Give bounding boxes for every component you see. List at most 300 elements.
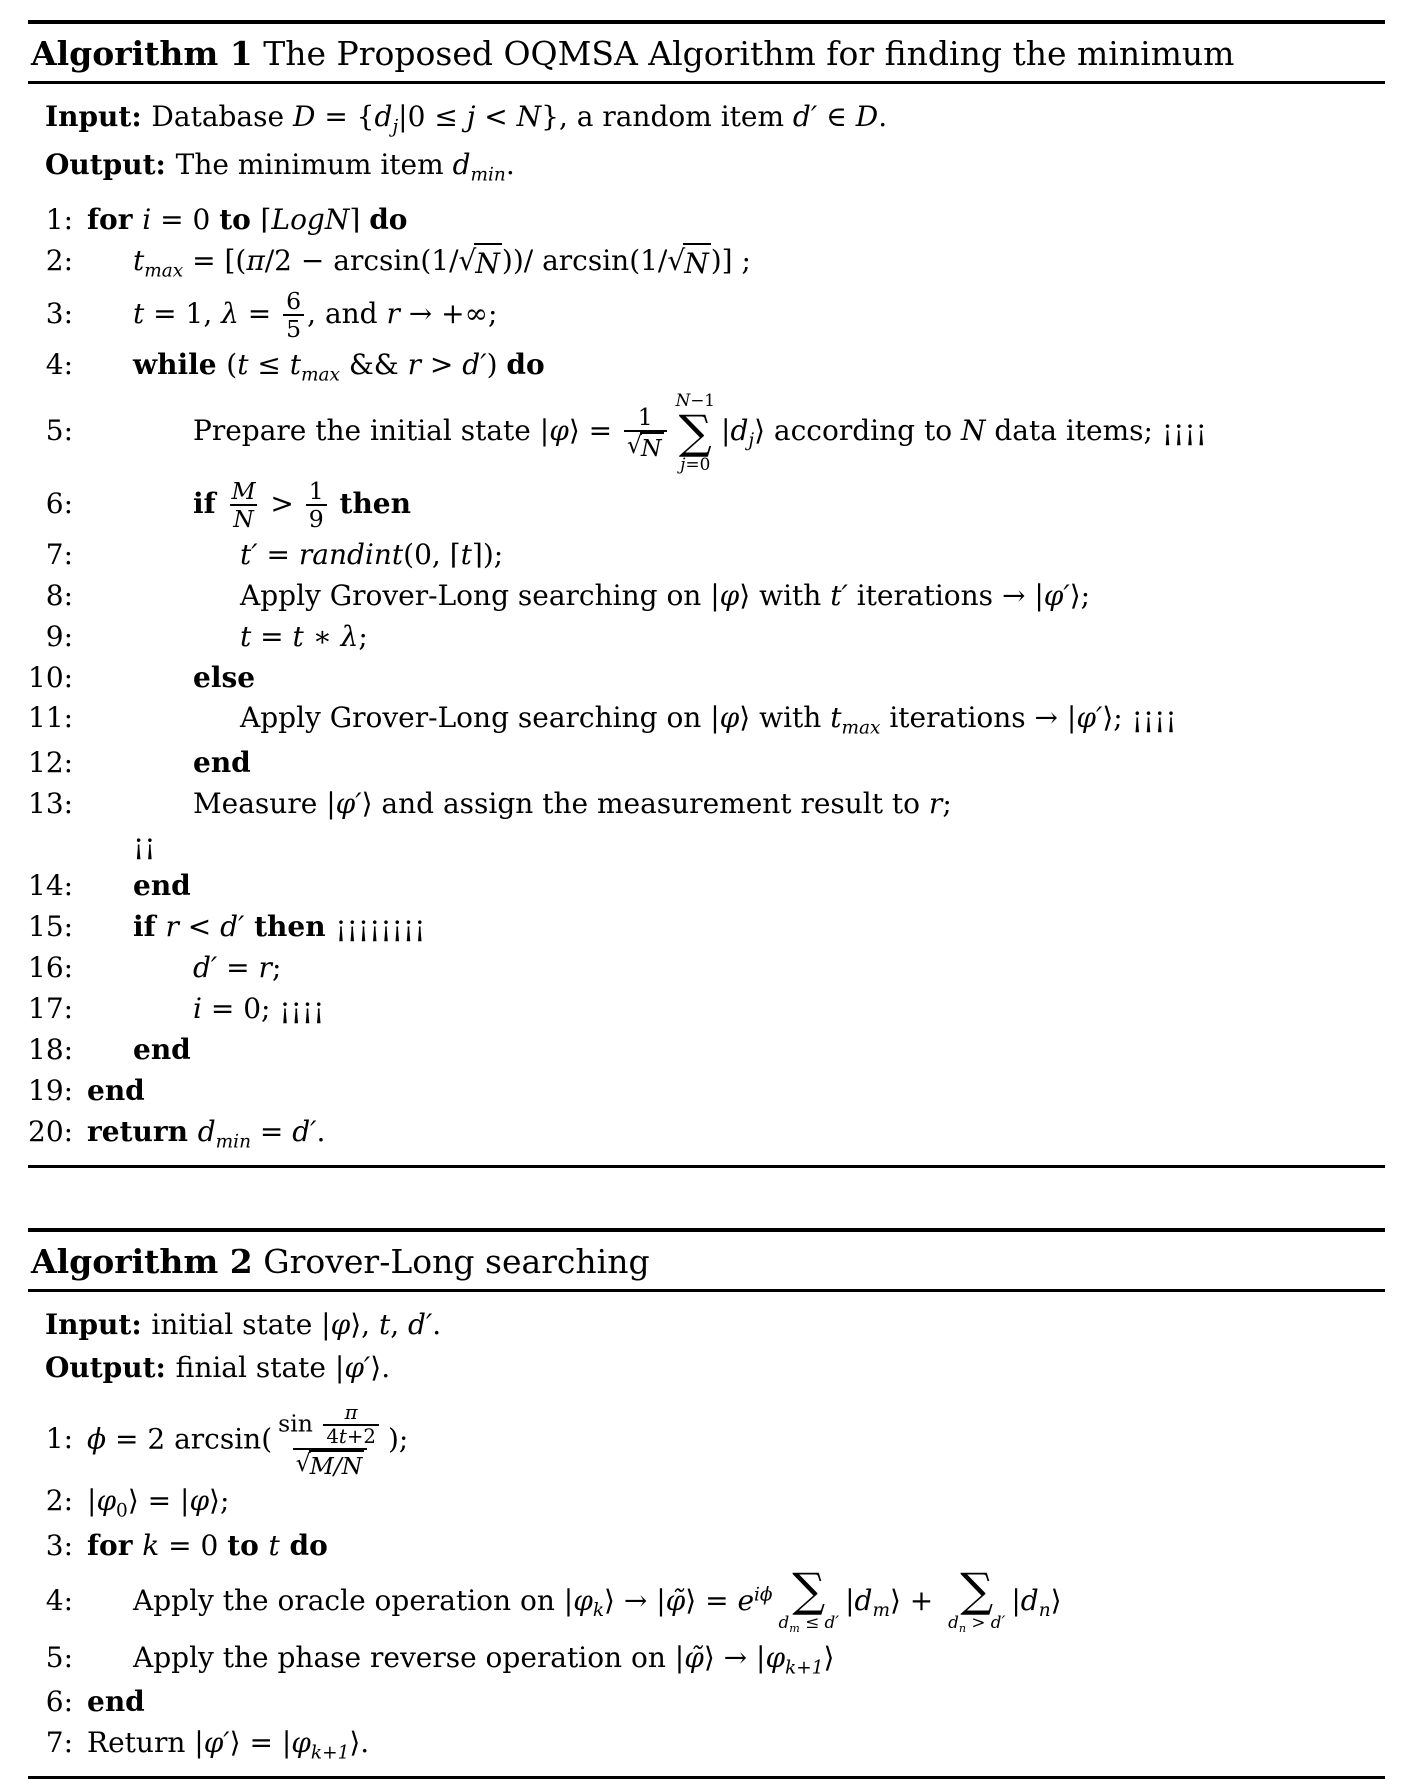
text-run: = [217, 951, 259, 985]
line-number: 1: [45, 1422, 73, 1456]
line-number: 7: [45, 537, 73, 571]
algorithm-line [28, 909, 1385, 946]
text-run: Apply Grover-Long searching on | [240, 701, 720, 735]
line-content [73, 827, 1385, 864]
text-run: end [133, 869, 191, 903]
algorithm2-label: Algorithm 2 [31, 1241, 253, 1281]
text-run: d′ [408, 1307, 433, 1341]
square-root [296, 1450, 365, 1479]
text-run: ≤ [248, 347, 290, 381]
text-run: λ [221, 296, 239, 330]
text-run: data items; ¡¡¡¡ [985, 414, 1207, 448]
line-content [73, 347, 1385, 388]
text-run: Apply Grover-Long searching on | [240, 578, 720, 612]
algorithm1-title [28, 24, 1385, 81]
text-run: ⟩ and assign the measurement result to [361, 787, 929, 821]
text-run: > [966, 1612, 991, 1632]
text-run: && [339, 347, 408, 381]
text-run: ⟩ according to [754, 414, 961, 448]
text-run: φ′ [335, 787, 362, 821]
text-run: −1 [690, 390, 715, 411]
subscript: min [215, 1131, 251, 1153]
fraction [283, 288, 304, 343]
text-run: ¡¡¡¡¡¡¡¡ [335, 910, 426, 944]
text-run: . [505, 147, 515, 181]
text-run: t [460, 537, 472, 571]
subscript: max [301, 364, 340, 386]
subscript: m [872, 1600, 890, 1622]
algorithm2-lines [28, 1396, 1385, 1767]
summation [778, 1563, 840, 1636]
text-run: φ [96, 1484, 117, 1518]
line-number: 17: [28, 992, 74, 1026]
algorithm-line [28, 1483, 1385, 1524]
text-run: Measure | [193, 787, 336, 821]
line-number: 5: [45, 1640, 73, 1674]
radical-sign: √ [667, 244, 686, 278]
text-run: end [87, 1073, 145, 1107]
text-run: d [948, 1612, 959, 1632]
text-run: ))/ arcsin(1/ [501, 244, 668, 278]
text-run: N [475, 247, 500, 281]
fraction [306, 478, 327, 533]
text-run: i [193, 992, 202, 1026]
text-run: d [452, 147, 471, 181]
algorithm-line [28, 347, 1385, 388]
text-run: = 0 [159, 1529, 228, 1563]
subscript: j [748, 430, 755, 452]
text-run: → +∞; [399, 296, 498, 330]
radicand [474, 243, 502, 283]
text-run: φ′ [203, 1726, 230, 1760]
algorithm2-caption: Grover-Long searching [252, 1241, 650, 1281]
line-number: 16: [28, 951, 74, 985]
line-number: 4: [45, 1583, 73, 1617]
radicand [683, 243, 711, 283]
text-run: π [344, 1400, 358, 1424]
text-run: ⟩ → | [703, 1640, 766, 1674]
text-run: Input: [45, 100, 152, 134]
radicand [640, 432, 664, 461]
algorithm-line [28, 1114, 1385, 1155]
text-run: /2 − arcsin(1/ [264, 244, 459, 278]
algorithm1-caption: The Proposed OQMSA Algorithm for finding the minimum [252, 34, 1235, 73]
text-run: ; [358, 619, 368, 653]
text-run: d [1020, 1583, 1039, 1617]
line-content [73, 745, 1385, 782]
fraction [228, 478, 258, 533]
text-run: d′ [193, 951, 218, 985]
io-line [45, 1307, 1385, 1343]
text-run: return [87, 1114, 198, 1148]
text-run: = { [315, 100, 375, 134]
text-run: ⟩ with [739, 701, 831, 735]
io-line [45, 147, 1385, 187]
text-run: N [233, 505, 254, 534]
text-run: φ [189, 1484, 210, 1518]
line-content [73, 1528, 1385, 1565]
text-run: e [737, 1583, 755, 1617]
text-run: | [845, 1583, 855, 1617]
line-number: 18: [28, 1032, 74, 1066]
text-run: d′ [220, 910, 245, 944]
algorithm-line [28, 578, 1385, 615]
text-run: r [258, 951, 272, 985]
line-content [73, 478, 1385, 533]
text-run: for [87, 1529, 143, 1563]
text-run: t′ [240, 537, 258, 571]
text-run: ( [226, 347, 238, 381]
text-run: d [197, 1114, 216, 1148]
text-run: t [830, 701, 842, 735]
text-run: N [960, 414, 986, 448]
fraction-denominator [323, 1424, 379, 1448]
text-run: φ [291, 1726, 311, 1760]
summation [676, 391, 715, 474]
text-run: t [133, 296, 145, 330]
text-run: finial state | [175, 1351, 345, 1385]
line-number: 8: [45, 578, 73, 612]
subscript: max [144, 260, 184, 282]
text-run: r [386, 296, 400, 330]
algorithm-line [28, 1640, 1385, 1681]
text-run: ⟩ [1050, 1583, 1062, 1617]
algorithm-line [28, 1528, 1385, 1565]
algorithm-line [28, 660, 1385, 697]
text-run: iterations → | [880, 701, 1077, 735]
text-run: ); [387, 1422, 409, 1456]
algorithm-line [28, 827, 1385, 864]
text-run: ⟩; ¡¡¡¡ [1102, 701, 1177, 735]
summation-sign: ∑ [678, 404, 712, 459]
text-run: do [506, 347, 545, 381]
fraction-numerator [635, 404, 656, 430]
algorithm1-io [28, 84, 1385, 196]
subscript: j [392, 116, 399, 138]
text-run: t′ [830, 578, 848, 612]
text-run: 1 [637, 402, 653, 431]
line-content [73, 1725, 1385, 1766]
algorithm-line [28, 243, 1385, 284]
line-content [73, 391, 1385, 474]
line-content [73, 1483, 1385, 1524]
text-run: ⟩ → | [604, 1583, 666, 1617]
line-number: 5: [45, 414, 73, 448]
text-run: M/N [309, 1451, 363, 1480]
subscript: min [470, 164, 506, 186]
fraction [624, 404, 667, 462]
text-run: , and [307, 296, 387, 330]
algorithm1-bottom-rule [28, 1165, 1385, 1168]
text-run: φ′ [344, 1351, 371, 1385]
text-run: randint [298, 537, 404, 571]
text-run: < [178, 910, 221, 944]
text-run: d′ [990, 1612, 1006, 1632]
io-line [45, 1350, 1385, 1386]
line-number: 1: [45, 203, 73, 237]
fraction-denominator [293, 1448, 368, 1479]
fraction-numerator [342, 1402, 361, 1424]
algorithm-line [28, 1073, 1385, 1110]
text-run: iterations → | [847, 578, 1044, 612]
text-run: ⟩ with [739, 578, 831, 612]
subscript: m [789, 1621, 800, 1635]
line-content [73, 868, 1385, 905]
text-run: ⌈ [260, 203, 272, 237]
line-number: 10: [28, 660, 74, 694]
fraction-denominator [283, 314, 304, 342]
text-run: do [369, 203, 408, 237]
text-run: d [778, 1612, 790, 1632]
algorithm-line [28, 202, 1385, 239]
line-number: 19: [28, 1073, 74, 1107]
fraction [323, 1402, 379, 1448]
line-content [73, 1114, 1385, 1155]
text-run: φ̃ [665, 1583, 686, 1617]
square-root [667, 243, 710, 283]
summation-sign: ∑ [792, 1563, 826, 1618]
square-root [627, 432, 664, 461]
line-content [73, 578, 1385, 615]
text-run: > [261, 486, 303, 520]
text-run: r [407, 347, 422, 381]
text-run: < [475, 100, 517, 134]
text-run: +2 [346, 1424, 376, 1448]
text-run: t [240, 619, 252, 653]
text-run: φ [719, 578, 740, 612]
io-line [45, 99, 1385, 139]
algorithm-line [28, 868, 1385, 905]
text-run: ⌉ [349, 203, 370, 237]
text-run: 9 [308, 505, 324, 534]
line-number: 14: [28, 869, 74, 903]
text-run: = 1, [144, 296, 222, 330]
text-run: t [292, 619, 304, 653]
algorithm2-io [28, 1292, 1385, 1396]
text-run: d′ [462, 347, 487, 381]
algorithm-line [28, 288, 1385, 343]
text-run: j [680, 453, 686, 474]
line-content [73, 1402, 1385, 1480]
text-run: ; [942, 787, 952, 821]
text-run: (0, ⌈ [403, 537, 461, 571]
text-run: end [87, 1685, 145, 1719]
text-run: sin [278, 1409, 321, 1438]
algorithm-line [28, 1684, 1385, 1721]
text-run: ⟩. [349, 1726, 370, 1760]
text-run: while [133, 347, 227, 381]
text-run: |0 ≤ [398, 100, 467, 134]
line-content [73, 660, 1385, 697]
line-content [73, 1563, 1385, 1636]
text-run: initial state | [151, 1307, 331, 1341]
text-run: φ′ [1043, 578, 1070, 612]
algorithm-line [28, 1725, 1385, 1766]
text-run: t [378, 1307, 391, 1341]
subscript: max [841, 717, 881, 739]
fraction-denominator [306, 504, 327, 532]
fraction-numerator [283, 288, 304, 314]
subscript: 0 [116, 1500, 128, 1522]
text-run: k [142, 1529, 160, 1563]
text-run: else [193, 660, 256, 694]
text-run: N [684, 247, 709, 281]
text-run: φ [549, 414, 569, 448]
text-run: , [390, 1307, 409, 1341]
text-run: d′ [824, 1612, 840, 1632]
text-run: ∗ [303, 619, 341, 653]
fraction-numerator [306, 478, 327, 504]
text-run: r [928, 787, 943, 821]
text-run: φ [573, 1583, 593, 1617]
line-number: 6: [45, 1685, 73, 1719]
text-run: d [854, 1583, 873, 1617]
subscript: k+1 [785, 1657, 824, 1679]
line-number: 7: [45, 1726, 73, 1760]
text-run: Input: [45, 1307, 152, 1341]
text-run: D [855, 100, 879, 134]
fraction-denominator [230, 504, 257, 532]
line-number: 6: [45, 486, 73, 520]
text-run: t [133, 244, 145, 278]
text-run: The minimum item [175, 147, 453, 181]
subscript: n [958, 1621, 967, 1635]
algorithm-line [28, 745, 1385, 782]
line-number: 11: [28, 701, 74, 735]
text-run: t [268, 1529, 280, 1563]
line-number: 4: [45, 347, 73, 381]
text-run: N [640, 434, 662, 463]
text-run: Output: [45, 1351, 176, 1385]
text-run: ¡¡ [133, 828, 156, 862]
summation-lower-limit [680, 455, 710, 474]
text-run: φ′ [1076, 701, 1103, 735]
fraction-numerator [275, 1402, 385, 1448]
radicand [309, 1450, 365, 1479]
text-run: = 0; ¡¡¡¡ [201, 992, 325, 1026]
algorithm-line [28, 700, 1385, 741]
text-run: 1 [308, 477, 324, 505]
text-run: )] ; [710, 244, 751, 278]
text-run: j [466, 100, 476, 134]
text-run: | [87, 1484, 97, 1518]
text-run: Apply the phase reverse operation on | [133, 1640, 685, 1674]
line-number: 12: [28, 746, 74, 780]
line-content [73, 202, 1385, 239]
text-run: for [87, 203, 143, 237]
text-run: = 0 [151, 203, 220, 237]
text-run: D [292, 100, 316, 134]
subscript: n [1038, 1600, 1051, 1622]
text-run: =0 [685, 453, 711, 474]
line-content [73, 288, 1385, 343]
line-number: 9: [45, 619, 73, 653]
text-run: d′ [292, 1114, 317, 1148]
text-run: Prepare the initial state | [193, 414, 550, 448]
line-content [73, 700, 1385, 741]
line-content [73, 909, 1385, 946]
text-run: ) [486, 347, 507, 381]
algorithm1-label: Algorithm 1 [31, 34, 253, 73]
line-content [73, 243, 1385, 284]
line-content [73, 950, 1385, 987]
text-run: end [133, 1032, 191, 1066]
line-content [73, 786, 1385, 823]
line-number: 2: [45, 244, 73, 278]
text-run: ⌉); [471, 537, 504, 571]
text-run: . [316, 1114, 326, 1148]
algorithm-block-1 [28, 20, 1385, 1168]
text-run: LogN [271, 203, 350, 237]
text-run: π [246, 244, 265, 278]
text-run: = [238, 296, 281, 330]
text-run: N [516, 100, 542, 134]
text-run: d′ [792, 100, 818, 134]
algorithm-line [28, 1032, 1385, 1069]
algorithm-line [28, 478, 1385, 533]
text-run: φ [330, 1307, 351, 1341]
summation [948, 1563, 1006, 1636]
text-run: ⟩ [823, 1640, 835, 1674]
radical-sign: √ [458, 244, 477, 278]
line-number: 2: [45, 1484, 73, 1518]
summation-lower-limit [779, 1613, 840, 1636]
algorithm2-title [28, 1232, 1385, 1289]
algorithm-line [28, 1402, 1385, 1480]
text-run: Database [151, 100, 293, 134]
fraction-denominator [624, 430, 667, 461]
text-run: = [257, 537, 299, 571]
algorithm-line [28, 991, 1385, 1028]
text-run: φ [765, 1640, 786, 1674]
algorithm-line [28, 786, 1385, 823]
text-run: = [251, 619, 293, 653]
text-run: if [133, 910, 166, 944]
fraction [275, 1402, 385, 1480]
text-run: M [231, 477, 256, 505]
document [28, 20, 1385, 1779]
algorithm-line [28, 391, 1385, 474]
text-run: if [193, 486, 226, 520]
text-run: . [878, 100, 888, 134]
text-run: ⟩ = [568, 414, 621, 448]
summation-sign: ∑ [960, 1563, 994, 1618]
text-run: do [279, 1529, 328, 1563]
square-root [459, 243, 502, 283]
text-run: ⟩ = | [229, 1726, 292, 1760]
text-run: φ̃ [684, 1640, 704, 1674]
text-run: 4 [326, 1424, 339, 1448]
line-content [73, 1073, 1385, 1110]
text-run: 6 [286, 286, 302, 315]
text-run: i [142, 203, 152, 237]
text-run: Output: [45, 147, 176, 181]
text-run: }, a random item [541, 100, 793, 134]
line-content [73, 991, 1385, 1028]
text-run: ∈ [817, 100, 856, 134]
radical-sign: √ [627, 431, 642, 460]
text-run: Return | [87, 1726, 204, 1760]
text-run: r [165, 910, 179, 944]
text-run: ⟩; [1069, 578, 1091, 612]
fraction-numerator [228, 478, 258, 504]
line-content [73, 619, 1385, 656]
text-run: = [250, 1114, 293, 1148]
algorithm-line [28, 619, 1385, 656]
text-run: ⟩ + [889, 1583, 943, 1617]
line-number: 20: [28, 1114, 74, 1148]
text-run: ≤ [799, 1612, 825, 1632]
